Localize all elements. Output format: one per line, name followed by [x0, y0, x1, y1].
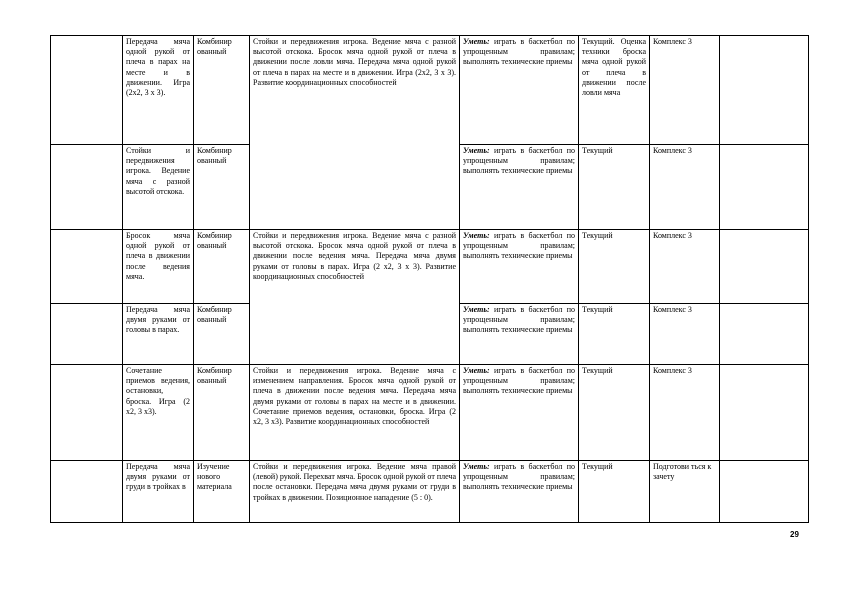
skill-label: Уметь:: [463, 305, 490, 314]
control-type-cell: Текущий: [579, 304, 650, 365]
page-number: 29: [790, 530, 799, 539]
learning-outcome-cell: [460, 36, 579, 145]
lesson-number-cell: [51, 365, 123, 461]
lesson-content-cell: Стойки и передвижения игрока. Ведение мяча с разной высотой отскока. Бросок мяча одной рукой от плеча в движении после ведения мяча. Передача мяча двумя руками от головы в парах. Игра (2 х2, 3 х 3). Развитие координационных способностей: [250, 230, 460, 365]
date-cell: [720, 461, 809, 523]
control-type-cell: Текущий: [579, 365, 650, 461]
learning-outcome-cell: [460, 304, 579, 365]
learning-outcome-cell: [460, 230, 579, 304]
skill-text: играть в баскетбол по упрощенным правилам; выполнять технические приемы: [463, 305, 575, 335]
lesson-type-cell: Комбинир ованный: [194, 145, 250, 230]
lesson-number-cell: [51, 145, 123, 230]
homework-cell: Комплекс 3: [650, 230, 720, 304]
skill-text: играть в баскетбол по упрощенным правилам; выполнять технические приемы: [463, 37, 575, 67]
lesson-content-cell: Стойки и передвижения игрока. Ведение мяча с разной высотой отскока. Бросок мяча одной рукой от плеча в движении после ловли мяча. Передача мяча одной рукой от плеча в парах на месте и в движении. Игра (2х2, 3 х 3). Развитие координационных способностей: [250, 36, 460, 230]
date-cell: [720, 304, 809, 365]
homework-cell: Комплекс 3: [650, 304, 720, 365]
lesson-topic-cell: Сочетание приемов ведения, остановки, броска. Игра (2 х2, 3 х3).: [123, 365, 194, 461]
table-row: [51, 36, 809, 145]
date-cell: [720, 36, 809, 145]
table-row: [51, 230, 809, 304]
lesson-number-cell: [51, 304, 123, 365]
skill-text: играть в баскетбол по упрощенным правилам; выполнять технические приемы: [463, 146, 575, 176]
skill-label: Уметь:: [463, 37, 490, 46]
lesson-content-cell: Стойки и передвижения игрока. Ведение мяча правой (левой) рукой. Перехват мяча. Бросок одной рукой от плеча после остановки. Передача мяча двумя руками от груди в тройках в движении. Позиционное нападение (5 : 0).: [250, 461, 460, 523]
lesson-type-cell: Комбинир ованный: [194, 230, 250, 304]
date-cell: [720, 145, 809, 230]
lesson-type-cell: Комбинир ованный: [194, 365, 250, 461]
date-cell: [720, 365, 809, 461]
lesson-topic-cell: Стойки и передвижения игрока. Ведение мяча с разной высотой отскока.: [123, 145, 194, 230]
homework-cell: Комплекс 3: [650, 145, 720, 230]
lesson-content-cell: Стойки и передвижения игрока. Ведение мяча с изменением направления. Бросок мяча одной рукой от плеча в движении после ведения мяча. Передача мяча двумя руками от головы в парах на месте и в движении. Сочетание приемов ведения, остановки, броска. Игра (2 х2, 3 х3). Развитие координационных способностей: [250, 365, 460, 461]
lesson-number-cell: [51, 230, 123, 304]
table-row: [51, 365, 809, 461]
lesson-topic-cell: Передача мяча двумя руками от головы в парах.: [123, 304, 194, 365]
learning-outcome-cell: [460, 461, 579, 523]
control-type-cell: Текущий: [579, 145, 650, 230]
skill-text: играть в баскетбол по упрощенным правилам; выполнять технические приемы: [463, 366, 575, 396]
control-type-cell: Текущий. Оценка техники броска мяча одной рукой от плеча в движении после ловли мяча: [579, 36, 650, 145]
lesson-topic-cell: Передача мяча одной рукой от плеча в парах на месте и в движении. Игра (2х2, 3 х 3).: [123, 36, 194, 145]
lesson-type-cell: Комбинир ованный: [194, 36, 250, 145]
date-cell: [720, 230, 809, 304]
control-type-cell: Текущий: [579, 230, 650, 304]
lesson-number-cell: [51, 461, 123, 523]
learning-outcome-cell: [460, 365, 579, 461]
learning-outcome-cell: [460, 145, 579, 230]
skill-text: играть в баскетбол по упрощенным правилам; выполнять технические приемы: [463, 231, 575, 261]
lesson-type-cell: Изучение нового материала: [194, 461, 250, 523]
lesson-topic-cell: Бросок мяча одной рукой от плеча в движении после ведения мяча.: [123, 230, 194, 304]
control-type-cell: Текущий: [579, 461, 650, 523]
lesson-number-cell: [51, 36, 123, 145]
skill-label: Уметь:: [463, 231, 490, 240]
skill-label: Уметь:: [463, 462, 490, 471]
lesson-plan-table: [50, 35, 809, 523]
skill-label: Уметь:: [463, 146, 490, 155]
table-row: [51, 461, 809, 523]
homework-cell: Комплекс 3: [650, 36, 720, 145]
skill-text: играть в баскетбол по упрощенным правилам; выполнять технические приемы: [463, 462, 575, 492]
skill-label: Уметь:: [463, 366, 490, 375]
homework-cell: Комплекс 3: [650, 365, 720, 461]
lesson-topic-cell: Передача мяча двумя руками от груди в тройках в: [123, 461, 194, 523]
homework-cell: Подготови ться к зачету: [650, 461, 720, 523]
lesson-type-cell: Комбинир ованный: [194, 304, 250, 365]
